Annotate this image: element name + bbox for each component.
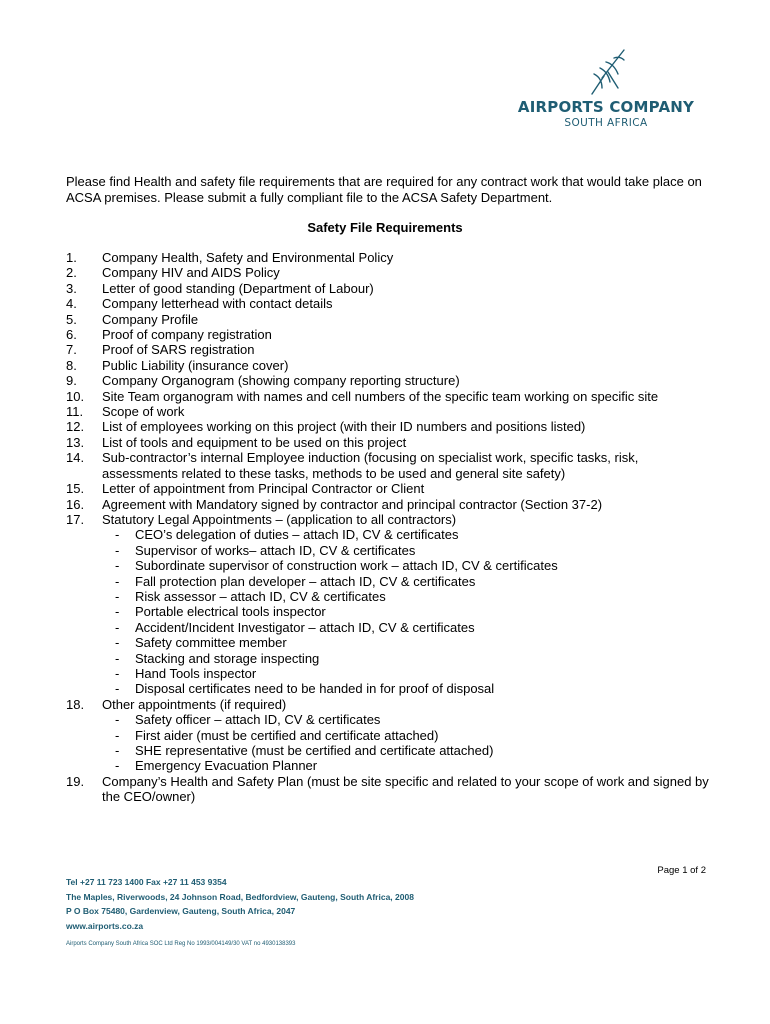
sub-list-item (102, 758, 711, 773)
sub-list-item (102, 681, 711, 696)
list-item-text: Company’s Health and Safety Plan (must be site specific and related to your scope of work and signed by the CEO/owner) (102, 773, 709, 805)
list-item (66, 697, 711, 774)
list-item-text: Scope of work (102, 404, 185, 420)
sub-list-item (102, 589, 711, 604)
footer-line-address: The Maples, Riverwoods, 24 Johnson Road, Bedfordview, Gauteng, South Africa, 2008 (66, 891, 414, 902)
sub-list-item-text: Emergency Evacuation Planner (135, 758, 318, 774)
dash-bullet: - (115, 542, 120, 558)
list-item-number: 17. (66, 511, 85, 527)
company-logo (516, 48, 696, 132)
sub-list-item (102, 651, 711, 666)
sub-list-item-text: SHE representative (must be certified and certificate attached) (135, 743, 494, 758)
list-item-text: Company Organogram (showing company reporting structure) (102, 373, 460, 389)
list-item (66, 250, 711, 265)
list-item-number: 14. (66, 450, 85, 466)
list-item-text: Company HIV and AIDS Policy (102, 265, 280, 281)
list-item-number: 12. (66, 419, 85, 435)
sub-list (102, 712, 711, 774)
list-item-text: List of tools and equipment to be used on this project (102, 434, 407, 450)
list-item-number: 15. (66, 481, 85, 497)
list-item-text: Company Health, Safety and Environmental Policy (102, 250, 394, 265)
dash-bullet: - (115, 681, 120, 697)
dash-bullet: - (115, 573, 120, 589)
list-item (66, 312, 711, 327)
list-item (66, 281, 711, 296)
list-item (66, 404, 711, 419)
list-item-number: 11. (66, 404, 84, 420)
flying-figure-icon (584, 48, 632, 96)
sub-list-item (102, 635, 711, 650)
list-item-number: 18. (66, 696, 85, 712)
list-item-number: 8. (66, 357, 77, 373)
list-item-number: 10. (66, 388, 85, 404)
list-item-number: 6. (66, 327, 77, 343)
sub-list-item-text: Subordinate supervisor of construction work – attach ID, CV & certificates (135, 558, 558, 574)
list-item (66, 327, 711, 342)
sub-list-item-text: Supervisor of works– attach ID, CV & certificates (135, 542, 416, 558)
sub-list-item (102, 666, 711, 681)
list-item-number: 9. (66, 373, 77, 389)
list-item-text: Proof of SARS registration (102, 342, 255, 358)
section-heading: Safety File Requirements (307, 220, 463, 235)
dash-bullet: - (115, 743, 120, 758)
dash-bullet: - (115, 727, 120, 743)
dash-bullet: - (115, 604, 120, 620)
dash-bullet: - (115, 650, 120, 666)
footer-contact (66, 875, 414, 933)
sub-list-item-text: Stacking and storage inspecting (135, 650, 320, 666)
dash-bullet: - (115, 665, 120, 681)
list-item (66, 497, 711, 512)
dash-bullet: - (115, 758, 120, 774)
list-item (66, 450, 711, 481)
sub-list-item-text: Disposal certificates need to be handed in for proof of disposal (135, 681, 495, 697)
list-item (66, 481, 711, 496)
dash-bullet: - (115, 527, 120, 543)
list-item-number: 4. (66, 296, 77, 312)
list-item (66, 512, 711, 697)
list-item (66, 373, 711, 388)
dash-bullet: - (115, 712, 120, 728)
sub-list-item-text: Portable electrical tools inspector (135, 604, 326, 620)
sub-list-item (102, 712, 711, 727)
dash-bullet: - (115, 588, 120, 604)
list-item-number: 2. (66, 265, 77, 281)
list-item-number: 19. (66, 773, 85, 789)
list-item-text: Company letterhead with contact details (102, 296, 333, 312)
list-item-number: 5. (66, 311, 77, 327)
list-item-text: Letter of appointment from Principal Contractor or Client (102, 481, 425, 497)
footer-line-website: www.airports.co.za (66, 920, 144, 931)
list-item-text: Company Profile (102, 311, 199, 327)
list-item-text: Letter of good standing (Department of Labour) (102, 280, 374, 296)
sub-list-item-text: Risk assessor – attach ID, CV & certificates (135, 588, 386, 604)
list-item-number: 7. (66, 342, 77, 358)
list-item-text: Sub-contractor’s internal Employee induction (focusing on specialist work, specific tasks, risk, assessments related to these tasks, methods to be used and general site safety) (102, 450, 639, 481)
intro-paragraph: Please find Health and safety file requirements that are required for any contract work that would take place on ACSA premises. Please submit a fully compliant file to the ACSA Safety Department. (66, 174, 702, 205)
sub-list-item-text: Hand Tools inspector (135, 665, 257, 681)
list-item-text: Site Team organogram with names and cell numbers of the specific team working on specific site (102, 388, 659, 404)
sub-list-item (102, 527, 711, 542)
list-item (66, 389, 711, 404)
logo-company-subtitle: SOUTH AFRICA (564, 117, 648, 129)
requirements-list (66, 250, 711, 805)
list-item (66, 419, 711, 434)
sub-list-item (102, 558, 711, 573)
sub-list-item (102, 728, 711, 743)
list-item-text: List of employees working on this project (with their ID numbers and positions listed) (102, 419, 586, 435)
page-number: Page 1 of 2 (657, 865, 706, 876)
list-item (66, 296, 711, 311)
sub-list-item-text: Safety officer – attach ID, CV & certificates (135, 712, 381, 728)
list-item-text: Public Liability (insurance cover) (102, 357, 289, 373)
footer-registration: Airports Company South Africa SOC Ltd Reg No 1993/004149/30 VAT no 4930138393 (66, 941, 296, 947)
list-item-text: Agreement with Mandatory signed by contractor and principal contractor (Section 37-2) (102, 496, 603, 512)
list-item (66, 265, 711, 280)
sub-list-item-text: Safety committee member (135, 635, 287, 651)
list-item-text: Proof of company registration (102, 327, 272, 343)
list-item-number: 1. (66, 250, 77, 265)
list-item-text: Statutory Legal Appointments – (application to all contractors) (102, 511, 457, 527)
list-item-number: 13. (66, 434, 85, 450)
list-item-number: 16. (66, 496, 85, 512)
sub-list-item (102, 543, 711, 558)
list-item (66, 342, 711, 357)
sub-list-item-text: Accident/Incident Investigator – attach ID, CV & certificates (135, 619, 475, 635)
sub-list-item-text: First aider (must be certified and certificate attached) (135, 727, 439, 743)
footer-line-phone: Tel +27 11 723 1400 Fax +27 11 453 9354 (66, 877, 227, 887)
list-item (66, 358, 711, 373)
logo-company-name: AIRPORTS COMPANY (517, 98, 695, 116)
sub-list-item (102, 743, 711, 758)
sub-list-item (102, 574, 711, 589)
sub-list-item (102, 604, 711, 619)
list-item (66, 774, 711, 805)
dash-bullet: - (115, 619, 120, 635)
sub-list-item (102, 620, 711, 635)
dash-bullet: - (115, 558, 120, 574)
sub-list-item-text: CEO’s delegation of duties – attach ID, CV & certificates (135, 527, 459, 543)
list-item-text: Other appointments (if required) (102, 696, 287, 712)
dash-bullet: - (115, 635, 120, 651)
list-item-number: 3. (66, 280, 77, 296)
sub-list (102, 527, 711, 696)
sub-list-item-text: Fall protection plan developer – attach ID, CV & certificates (135, 573, 476, 589)
list-item (66, 435, 711, 450)
footer-line-postal: P O Box 75480, Gardenview, Gauteng, South Africa, 2047 (66, 906, 296, 916)
